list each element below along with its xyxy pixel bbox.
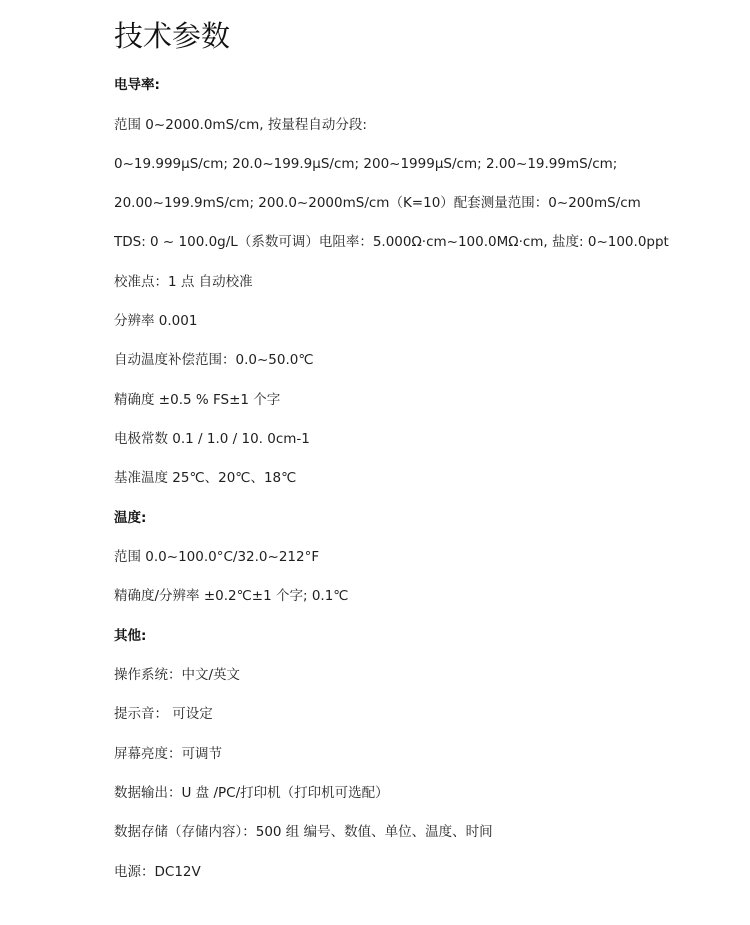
spec-line-beep: 提示音： 可设定 [114,706,213,722]
spec-line-temp-accuracy: 精确度/分辨率 ±0.2℃±1 个字; 0.1℃ [114,588,349,604]
spec-line-cell-constant: 电极常数 0.1 / 1.0 / 10. 0cm-1 [114,431,310,447]
page-title: 技术参数 [114,19,231,53]
section-heading-other: 其他: [114,628,147,644]
spec-line-resolution: 分辨率 0.001 [114,313,198,329]
section-heading-conductivity: 电导率: [114,77,160,93]
spec-line-brightness: 屏幕亮度：可调节 [114,746,222,762]
spec-line-data-output: 数据输出：U 盘 /PC/打印机（打印机可选配） [114,785,389,801]
spec-line-data-storage: 数据存储（存储内容）：500 组 编号、数值、单位、温度、时间 [114,824,493,840]
spec-line-reference-temp: 基准温度 25℃、20℃、18℃ [114,470,297,486]
spec-line-temp-compensation: 自动温度补偿范围：0.0~50.0℃ [114,352,314,368]
spec-line-range-segments-1: 0~19.999μS/cm; 20.0~199.9μS/cm; 200~1999μS/cm; 2.00~19.99mS/cm; [114,156,618,172]
spec-line-temp-range: 范围 0.0~100.0°C/32.0~212°F [114,549,320,565]
spec-line-calibration: 校准点：1 点 自动校准 [114,274,253,290]
spec-line-power: 电源：DC12V [114,864,201,880]
spec-line-range-segments-2: 20.00~199.9mS/cm; 200.0~2000mS/cm（K=10）配套测量范围：0~200mS/cm [114,195,641,211]
spec-line-tds: TDS: 0 ~ 100.0g/L（系数可调）电阻率：5.000Ω·cm~100.0MΩ·cm, 盐度: 0~100.0ppt [114,234,669,250]
spec-line-range: 范围 0~2000.0mS/cm, 按量程自动分段: [114,117,367,133]
spec-line-os-language: 操作系统：中文/英文 [114,667,241,683]
section-heading-temperature: 温度: [114,510,147,526]
spec-line-accuracy: 精确度 ±0.5 % FS±1 个字 [114,392,281,408]
